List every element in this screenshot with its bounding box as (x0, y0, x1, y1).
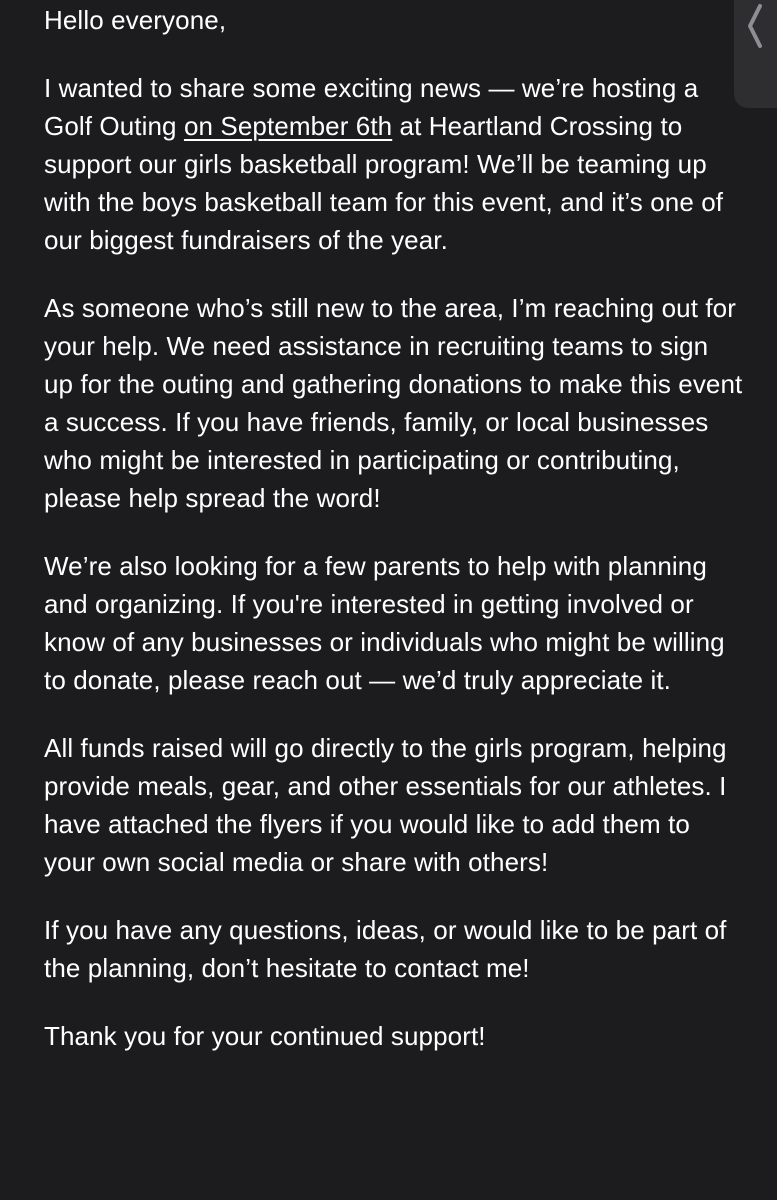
paragraph-event-announcement (44, 69, 744, 259)
paragraph-help-request: As someone who’s still new to the area, I’m reaching out for your help. We need assistance in recruiting teams to sign up for the outing and gathering donations to make this event a success. If you have friends, family, or local businesses who might be interested in participating or contributing, please help spread the word! (44, 293, 743, 513)
paragraph-parent-volunteers: We’re also looking for a few parents to help with planning and organizing. If you're interested in getting involved or know of any businesses or individuals who might be willing to donate, please reach out — we’d truly appreciate it. (44, 551, 725, 695)
announcement-text-end: at Heartland Crossing to support our girls basketball program! We’ll be teaming up with the boys basketball team for this event, and it’s one of our biggest fundraisers of the year. (44, 111, 724, 255)
paragraph-contact: If you have any questions, ideas, or would like to be part of the planning, don’t hesitate to contact me! (44, 915, 727, 983)
closing-line: Thank you for your continued support! (44, 1021, 486, 1051)
message-body (44, 0, 744, 1085)
paragraph-funds: All funds raised will go directly to the girls program, helping provide meals, gear, and other essentials for our athletes. I have attached the flyers if you would like to add them to your own social media or share with others! (44, 733, 727, 877)
chevron-left-icon (743, 2, 767, 50)
greeting: Hello everyone, (44, 5, 227, 35)
side-panel-tab[interactable] (734, 0, 777, 108)
event-date-link[interactable]: on September 6th (183, 111, 393, 141)
announcement-text-start: I wanted to share some exciting news — we’re hosting a Golf Outing (44, 73, 699, 141)
